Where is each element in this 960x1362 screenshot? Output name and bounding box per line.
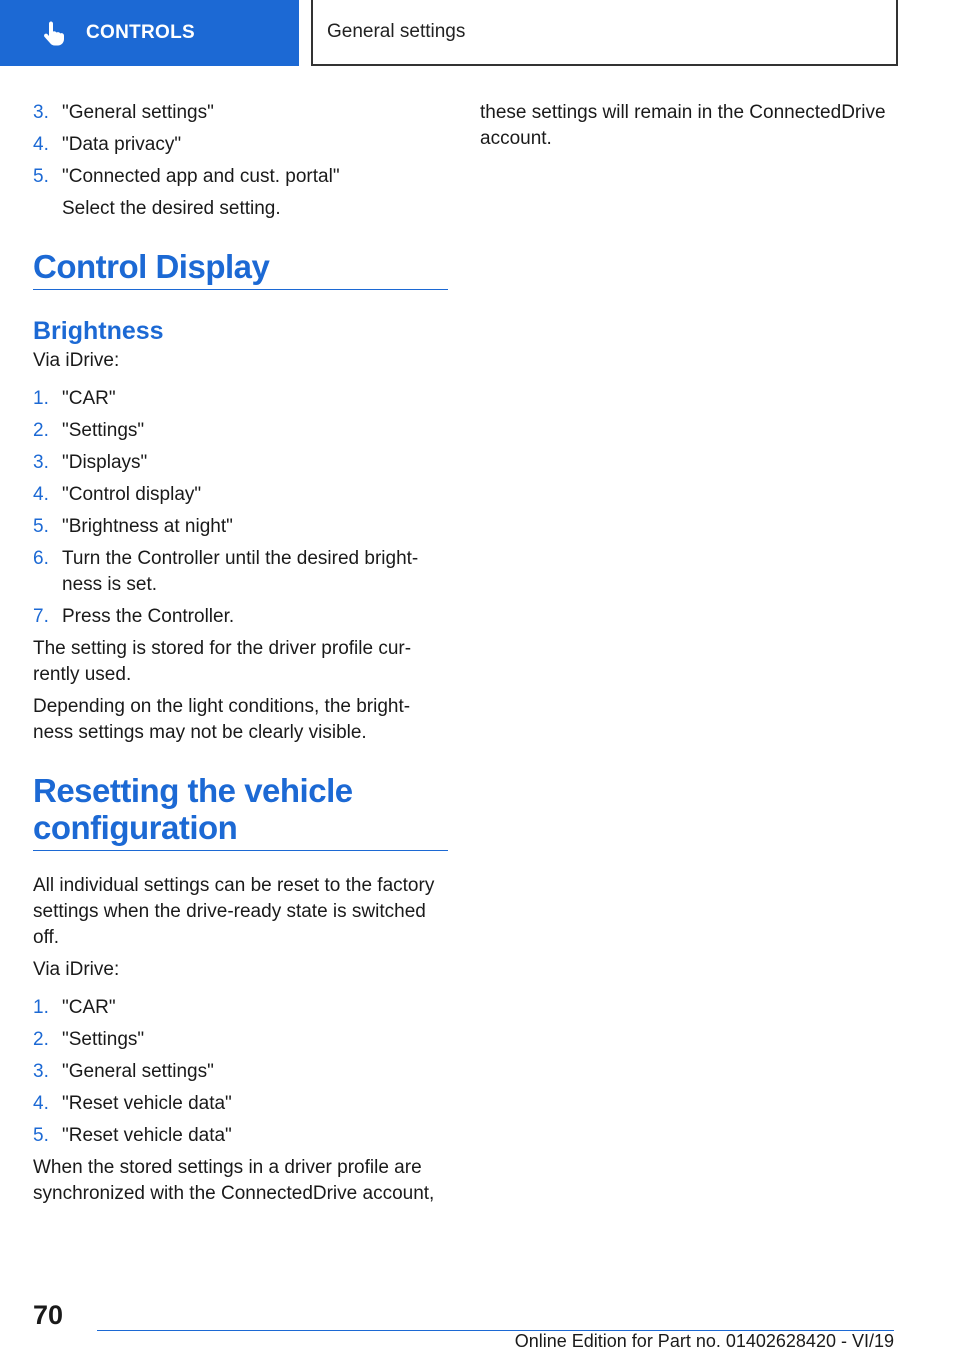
list-item <box>33 1091 448 1117</box>
list-text: "Reset vehicle data" <box>62 1093 232 1114</box>
list-number: 3. <box>33 452 49 473</box>
heading-resetting: Resetting the vehicle configuration <box>33 772 448 851</box>
para-depending: Depending on the light conditions, the bright‐ ness settings may not be clearly visible. <box>33 696 411 743</box>
list-number: 5. <box>33 516 49 537</box>
list-number: 4. <box>33 484 49 505</box>
list-text: "CAR" <box>62 388 116 409</box>
list-reset <box>33 995 448 1149</box>
hand-pointer-icon <box>40 20 66 46</box>
list-number: 6. <box>33 548 49 569</box>
list-item <box>33 514 448 540</box>
list-item <box>33 418 448 444</box>
list-text: "Settings" <box>62 420 145 441</box>
list-item <box>33 164 448 190</box>
list-text: "Control display" <box>62 484 202 505</box>
section-tab <box>311 0 898 66</box>
list-general <box>33 100 448 190</box>
list-text: "Settings" <box>62 1029 145 1050</box>
list-brightness <box>33 386 448 630</box>
list-item <box>33 1059 448 1085</box>
left-column <box>33 100 448 1213</box>
reset-via: Via iDrive: <box>33 959 120 980</box>
para-stored: The setting is stored for the driver profile cur‐ rently used. <box>33 638 412 685</box>
list-text: Turn the Controller until the desired bright‐ ness is set. <box>62 548 419 595</box>
list-item <box>33 1123 448 1149</box>
section-tab-label: General settings <box>327 21 466 42</box>
select-note: Select the desired setting. <box>62 198 281 219</box>
list-number: 1. <box>33 388 49 409</box>
list-item <box>33 1027 448 1053</box>
list-item <box>33 546 448 598</box>
brightness-via: Via iDrive: <box>33 350 120 371</box>
list-item <box>33 482 448 508</box>
heading-control-display: Control Display <box>33 248 448 290</box>
para-all-settings: All individual settings can be reset to the factory settings when the drive-ready state is switched off. <box>33 875 435 948</box>
controls-tab[interactable] <box>0 0 299 66</box>
right-column <box>480 100 900 158</box>
list-number: 5. <box>33 1125 49 1146</box>
para-continued: these settings will remain in the ConnectedDrive account. <box>480 102 886 149</box>
page-header <box>0 0 960 66</box>
list-item <box>33 100 448 126</box>
footer-edition: Online Edition for Part no. 01402628420 - VI/19 <box>514 1331 894 1351</box>
controls-tab-label: CONTROLS <box>86 22 196 43</box>
list-text: "Connected app and cust. portal" <box>62 166 340 187</box>
list-text: "Reset vehicle data" <box>62 1125 232 1146</box>
para-when-stored: When the stored settings in a driver profile are synchronized with the ConnectedDrive account, <box>33 1157 435 1204</box>
list-text: "General settings" <box>62 1061 214 1082</box>
list-item <box>33 450 448 476</box>
list-number: 4. <box>33 1093 49 1114</box>
list-item <box>33 386 448 412</box>
list-text: "Brightness at night" <box>62 516 233 537</box>
list-number: 3. <box>33 102 49 123</box>
list-number: 2. <box>33 1029 49 1050</box>
heading-brightness: Brightness <box>33 317 164 345</box>
list-item <box>33 132 448 158</box>
list-text: "Displays" <box>62 452 148 473</box>
list-item <box>33 995 448 1021</box>
list-number: 7. <box>33 606 49 627</box>
list-text: "CAR" <box>62 997 116 1018</box>
list-text: Press the Controller. <box>62 606 235 627</box>
page-number: 70 <box>33 1300 64 1330</box>
list-text: "General settings" <box>62 102 214 123</box>
list-number: 4. <box>33 134 49 155</box>
list-number: 5. <box>33 166 49 187</box>
list-number: 1. <box>33 997 49 1018</box>
list-text: "Data privacy" <box>62 134 182 155</box>
list-number: 2. <box>33 420 49 441</box>
list-number: 3. <box>33 1061 49 1082</box>
list-item <box>33 604 448 630</box>
